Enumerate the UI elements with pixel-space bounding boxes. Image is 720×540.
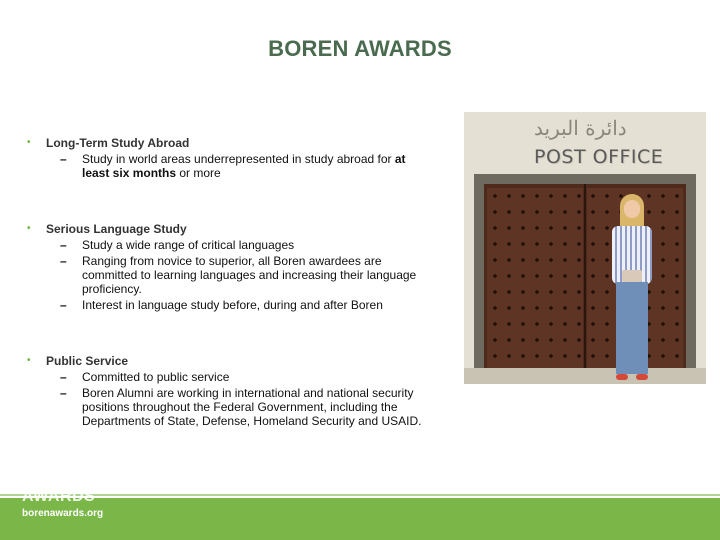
sub-item	[24, 298, 434, 312]
section-study-abroad	[24, 136, 434, 180]
bullet-icon: •	[27, 137, 31, 148]
door-seam	[584, 184, 586, 384]
footer-bar	[0, 498, 720, 540]
sub-item-text: Study a wide range of critical languages	[82, 238, 295, 252]
footer-url: borenawards.org	[22, 508, 104, 519]
sub-item-bold: at least six months	[82, 152, 406, 180]
sub-item	[24, 152, 434, 180]
sub-item-text: Committed to public service	[82, 370, 230, 384]
sub-item-text: Boren Alumni are working in international and national security positions throughout the Federal Government, including the Departments of State, Defense, Homeland Security and USAID.	[82, 386, 422, 428]
dash-icon: –	[60, 298, 67, 312]
shoe-right	[636, 374, 648, 380]
sub-item	[24, 370, 434, 384]
section-heading	[24, 354, 434, 368]
heading-text: Long-Term Study Abroad	[46, 136, 190, 150]
post-office-photo	[464, 112, 706, 384]
sub-item	[24, 386, 434, 428]
sub-item-post: or more	[176, 166, 221, 180]
heading-text: Public Service	[46, 354, 129, 368]
section-heading	[24, 222, 434, 236]
sub-item-text: Ranging from novice to superior, all Boren awardees are committed to learning languages and increasing their language proficiency.	[82, 254, 417, 296]
section-heading	[24, 136, 434, 150]
dash-icon: –	[60, 152, 67, 166]
dash-icon: –	[60, 238, 67, 252]
sub-item	[24, 254, 434, 296]
slide-title: BOREN AWARDS	[268, 36, 452, 61]
person-figure	[602, 194, 662, 384]
section-public-service	[24, 354, 434, 428]
sub-item-text: Interest in language study before, during and after Boren	[82, 298, 383, 312]
jeans	[616, 282, 648, 374]
floor	[464, 368, 706, 384]
heading-text: Serious Language Study	[46, 222, 187, 236]
section-language-study	[24, 222, 434, 312]
footer-divider	[0, 494, 720, 496]
dash-icon: –	[60, 254, 67, 268]
sub-item	[24, 238, 434, 252]
sign-post-office: POST OFFICE	[534, 146, 664, 168]
bullet-icon: •	[27, 355, 31, 366]
bullet-icon: •	[27, 223, 31, 234]
bullet-list	[24, 136, 434, 470]
sign-arabic: دائرة البريد	[534, 116, 627, 140]
sub-item-pre: Study in world areas underrepresented in study abroad for	[82, 152, 395, 166]
dash-icon: –	[60, 386, 67, 400]
handbag	[622, 270, 642, 282]
footer-logo-word: AWARDS	[22, 488, 96, 505]
face	[624, 200, 640, 218]
shoe-left	[616, 374, 628, 380]
dash-icon: –	[60, 370, 67, 384]
